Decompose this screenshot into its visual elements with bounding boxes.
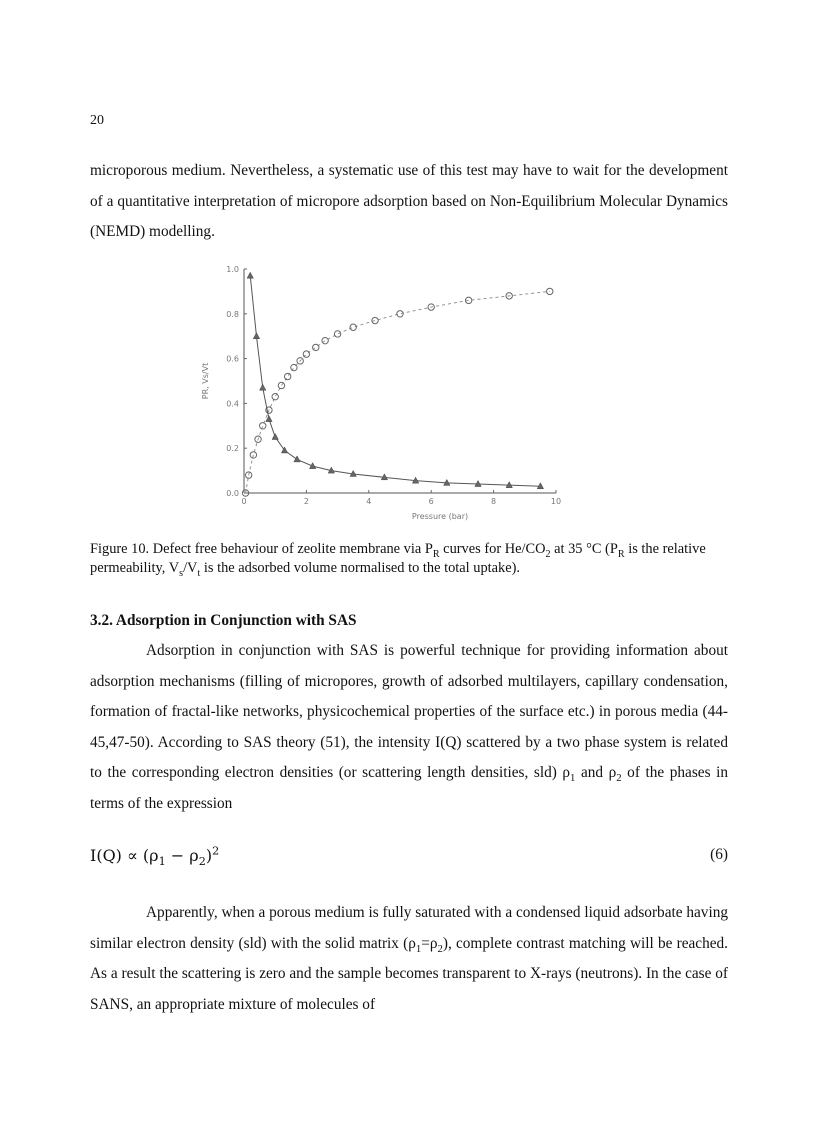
data-point-vs-vt	[303, 351, 309, 357]
x-tick-label: 8	[491, 497, 497, 506]
data-point-vs-vt	[334, 331, 340, 337]
y-axis-label: PR, Vs/Vt	[201, 362, 210, 400]
x-tick-label: 10	[550, 497, 562, 506]
x-tick-label: 2	[303, 497, 309, 506]
data-point-vs-vt	[397, 311, 403, 317]
data-point-vs-vt	[278, 382, 284, 388]
data-point-pr	[260, 384, 266, 390]
data-point-pr	[294, 456, 300, 462]
equation-number: (6)	[710, 846, 728, 863]
data-point-pr	[247, 272, 253, 278]
y-tick-label: 0.6	[226, 354, 239, 364]
x-axis-label: Pressure (bar)	[411, 512, 469, 521]
figure-caption: Figure 10. Defect free behaviour of zeolite membrane via $P_R$ curves for $He/CO_2$ at 35 °C ($P_R$ is the relative permeability, $V_s/V_t$ is the adsorbed volume normalised to the total uptake).	[90, 541, 706, 579]
y-tick-label: 0.4	[226, 399, 239, 409]
page-number: 20	[90, 113, 104, 128]
y-tick-label: 0.8	[226, 309, 239, 319]
x-tick-label: 4	[366, 497, 372, 506]
data-point-vs-vt	[260, 423, 266, 429]
data-point-vs-vt	[372, 317, 378, 323]
data-point-vs-vt	[272, 393, 278, 399]
data-point-pr	[272, 434, 278, 440]
series-line-vs-vt	[246, 291, 550, 493]
data-point-vs-vt	[291, 364, 297, 370]
paragraph-contrast-matching: Apparently, when a porous medium is fully saturated with a condensed liquid adsorbate having similar electron density (sld) with the solid matrix $(\rho_1=\rho_2)$, complete contrast matching will be reached. As a result the scattering is zero and the sample becomes transparent to X-rays (neutrons). In the case of SANS, an appropriate mixture of molecules of	[90, 904, 728, 1013]
figure-10-chart	[196, 255, 568, 527]
section-heading: 3.2. Adsorption in Conjunction with SAS	[90, 612, 357, 629]
x-tick-label: 0	[241, 497, 247, 506]
y-tick-label: 0.0	[226, 489, 239, 498]
equation-6: $I(Q) \propto (\rho_1 - \rho_2)^2$	[90, 844, 220, 869]
data-point-vs-vt	[322, 337, 328, 343]
data-point-vs-vt	[350, 324, 356, 330]
data-point-pr	[253, 333, 259, 339]
x-tick-label: 6	[428, 497, 434, 506]
series-line-pr	[250, 276, 540, 487]
paragraph-intro: microporous medium. Nevertheless, a systematic use of this test may have to wait for the development of a quantitative interpretation of micropore adsorption based on Non-Equilibrium Molecular Dynamics (NEMD) modelling.	[90, 162, 728, 240]
paragraph-sas: Adsorption in conjunction with SAS is powerful technique for providing information about adsorption mechanisms (filling of micropores, growth of adsorbed multilayers, capillary condensation, formation of fractal-like networks, physicochemical properties of the surface etc.) in porous media (44-45,47-50). According to SAS theory (51), the intensity I(Q) scattered by a two phase system is related to the corresponding electron densities (or scattering length densities, sld) $\rho_1$ and $\rho_2$ of the phases in terms of the expression	[90, 642, 728, 812]
y-tick-label: 1.0	[226, 265, 239, 274]
data-point-vs-vt	[284, 373, 290, 379]
y-tick-label: 0.2	[226, 444, 239, 454]
data-point-vs-vt	[313, 344, 319, 350]
